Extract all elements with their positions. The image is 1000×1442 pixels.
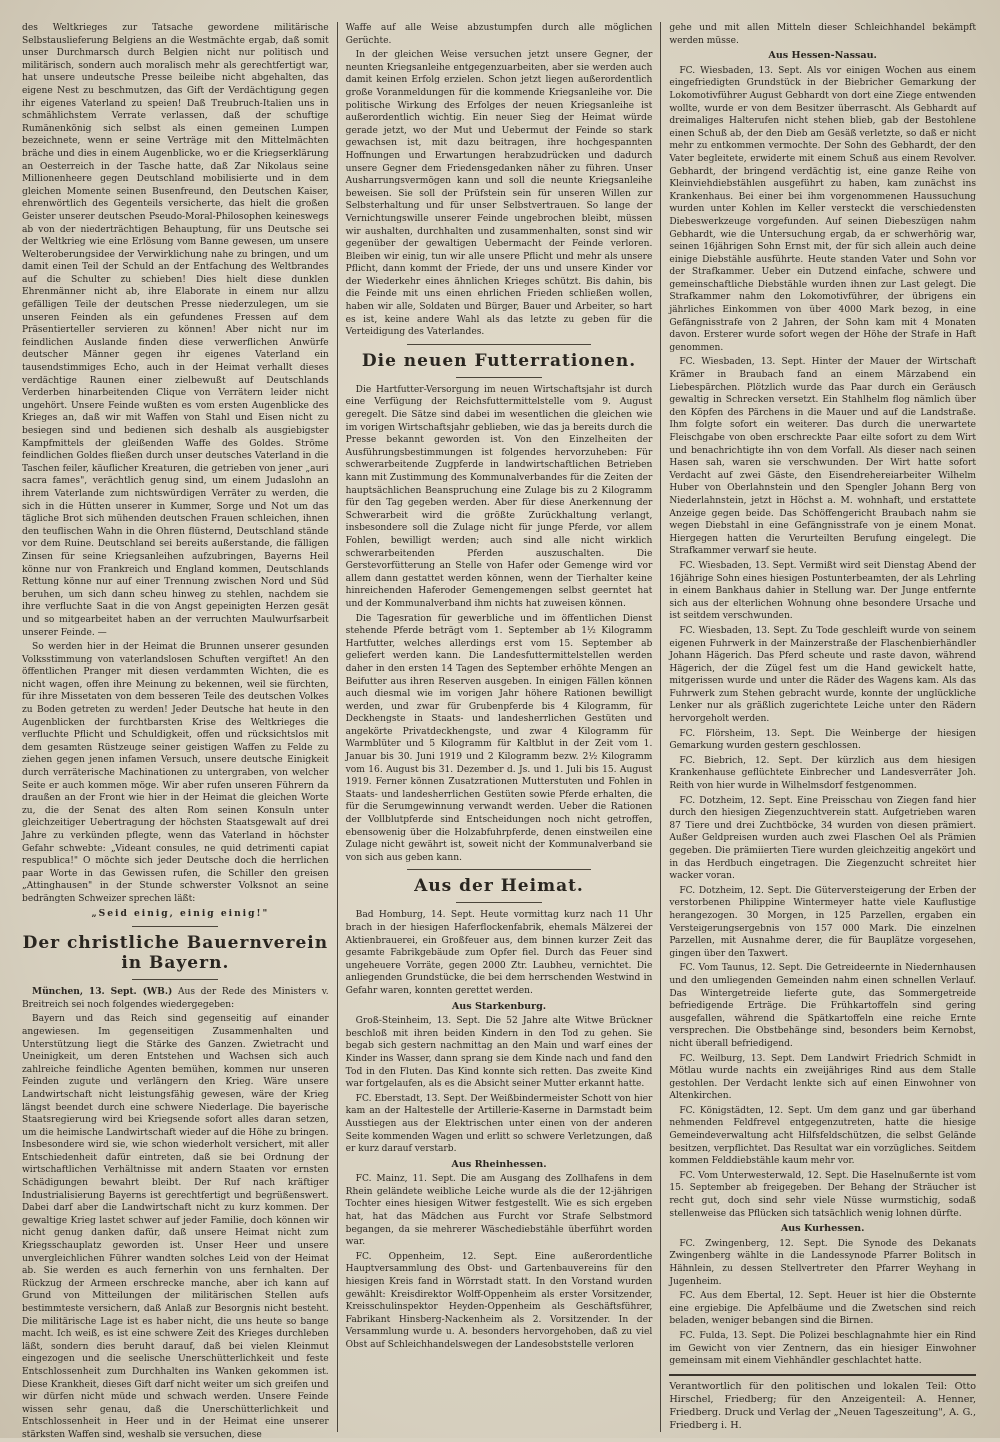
news-item: FC. Wiesbaden, 13. Sept. Als vor einigen Wochen aus einem eingefriedigten Grundstück in der Biebricher Gemarkung der Lokomotivführer August Gebhardt von dort eine Ziege entwenden wollte, wurde er von dem Besitzer überrascht. Als Gebhardt auf dreimaliges Halterufen nicht stehen blieb, gab der Bestohlene einen Schuß ab, der den Dieb am Gesäß verletzte, so daß er nicht mehr zu entkommen vermochte. Der Sohn des Gebhardt, der den Vater begleitete, erwiderte mit einem Schuß aus einem Revolver. Gebhardt, der bringend verdächtig ist, eine ganze Reihe von Kleinviehdiebstählen ausgeführt zu haben, kam zunächst ins Krankenhaus. Bei einer bei ihm vorgenommenen Haussuchung wurden unter Kohlen im Keller versteckt die verschiedensten Diebeswerkzeuge vorgefunden. Auf seinen Diebeszügen nahm Gebhardt, wie die Untersuchung ergab, da er schwerhörig war, seinen 16jährigen Sohn Ernst mit, der für sich allein auch deine einige Diebstähle ausführte. Heute standen Vater und Sohn vor der Strafkammer. Ueber ein Dutzend einfache, schwere und gemeinschaftliche Diebstähle wurden ihnen zur Last gelegt. Die Strafkammer nahm den Lokomotivführer, der übrigens ein jährliches Einkommen von über 4000 Mark bezog, in eine Gefängnisstrafe von 2 Jahren, der Sohn kam mit 4 Monaten davon. Ersterer wurde sofort wegen der Höhe der Strafe in Haft genommen.	[669, 65, 976, 353]
news-item: FC. Fulda, 13. Sept. Die Polizei beschlagnahmte hier ein Rind im Gewicht von vier Zentnern, das ein hiesiger Einwohner gemeinsam mit einem Viehhändler geschlachtet hatte.	[669, 1330, 976, 1367]
separator	[132, 979, 218, 980]
article-text: des Weltkrieges zur Tatsache gewordene militärische Selbstauslieferung Belgiens an die Westmächte ergab, daß somit unser Durchmarsch durch Belgien nicht nur politisch und militärisch, sondern auch moralisch mehr als gerechtfertigt war, hat unsere undeutsche Presse beileibe nicht abgehalten, das eigene Nest zu beschmutzen, das Gift der Verdächtigung gegen ihr eigenes Vaterland zu speien! Daß Treubruch-Italien uns in schmählichstem Verrate verlassen, daß der schuftige Rumänenkönig sich selbst als einen gemeinen Lumpen bezeichnete, wenn er seine Verträge mit den Mittelmächten bräche und dies in einem Augenblicke, wo er die Kriegserklärung an Oesterreich in der Tasche hatte, daß Zar Nikolaus seine Millionenheere gegen Deutschland mobilisierte und in dem gleichen Momente seinen Busenfreund, den Deutschen Kaiser, ehrenwörtlich des Gegenteils versicherte, das hielt die großen Geister unserer deutschen Pseudo-Moral-Philosophen keineswegs ab von der niederträchtigen Behauptung, für uns Deutsche sei der Weltkrieg wie eine Erlösung vom Banne gewesen, um unsere Welteroberungsidee der Verwirklichung nahe zu bringen, und um damit einen Teil der Schuld an der Entfachung des Weltbrandes auf die Schulter zu schieben! Dies hielt diese dunklen Ehrenmänner nicht ab, ihre Elaborate in einem nur allzu gefälligen Teile der deutschen Presse niederzulegen, um sie unseren Feinden als ein gefundenes Fressen auf dem Präsentierteller servieren zu können! Aber nicht nur im feindlichen Auslande finden diese verwerflichen Anwürfe deutscher Männer gegen ihr eigenes Vaterland ein tausendstimmiges Echo, auch in der Heimat verhallt dieses verdächtige Raunen einer zielbewußt auf Deutschlands Verderben hinarbeitenden Clique von Verrätern leider nicht ungehört. Unsere Feinde wußten es vom ersten Augenblicke des Krieges an, daß wir mit Waffen von Stahl und Eisen nicht zu besiegen sind und bedienen sich deshalb als ausgiebigster Kampfmittels der gleißenden Waffe des Goldes. Ströme feindlichen Goldes fließen durch unser deutsches Vaterland in die Taschen feiler, käuflicher Kreaturen, die getrieben von jener „auri sacra fames", verächtlich genug sind, um einem Judaslohn an ihrem Vaterlande zum nichtswürdigen Verräter zu werden, die sich in die Hütten unserer in Kummer, Sorge und Not um das tägliche Brot sich mühenden deutschen Frauen schleichen, ihnen den teuflischen Wahn in die Ohren flüsternd, Deutschland stände vor dem Ruine. Deutschland sei bereits außerstande, die fälligen Zinsen für seine Kriegsanleihen aufzubringen, Bayerns Heil könne nur von Frankreich und England kommen, Deutschlands Rettung könne nur auf einer Trennung zwischen Nord und Süd beruhen, um sich dann scheu hinweg zu stehlen, nachdem sie ihre verfluchte Saat in die von Angst gepeinigten Herzen gesät und so mitgearbeitet haben an der verruchten Maulwurfsarbeit unserer Feinde. —	[22, 23, 329, 638]
news-item: FC. Königstädten, 12. Sept. Um dem ganz und gar überhand nehmenden Feldfrevel entgegenzutreten, hatte die hiesige Gemeindeverwaltung acht Hilfsfeldschützen, die selbst Gelände besitzen, verpflichtet. Das Resultat war ein vorzügliches. Seitdem kommen Felddiebstähle kaum mehr vor.	[669, 1105, 976, 1167]
news-item: FC. Wiesbaden, 13. Sept. Hinter der Mauer der Wirtschaft Krämer in Braubach fand an einem Märzabend ein Liebespärchen. Plötzlich wurde das Paar durch ein Geräusch gewaltig in Schrecken versetzt. Ein Stahlhelm flog nämlich über den Köpfen des Pärchens in die Mauer und auf die Landstraße. Ihm folgte sofort ein weiterer. Das durch die unerwartete Fleischgabe von oben erschreckte Paar eilte sofort zu dem Wirt und benachrichtigte ihn von dem Vorfall. Als dieser nach seinen Hasen sah, waren sie verschwunden. Der Wirt hatte sofort Verdacht auf zwei Gäste, den Eisendrehereiarbeiter Wilhelm Huber von Oberlahnstein und den Spengler Johann Berg von Niederlahnstein, jetzt in Höchst a. M. wohnhaft, und erstattete Anzeige gegen beide. Das Schöffengericht Braubach nahm sie wegen Diebstahl in eine Gefängnisstrafe von je einem Monat. Hiergegen hatten die Verurteilten Berufung eingelegt. Die Strafkammer verwarf sie heute.	[669, 357, 976, 557]
article-heading: Die neuen Futterrationen.	[361, 350, 637, 371]
article-text: So werden hier in der Heimat die Brunnen unserer gesunden Volksstimmung von vaterlandslosen Schuften vergiftet! An den öffentlichen Pranger mit diesen verdammten Wichten, die es nicht wagen, offen ihre Meinung zu bekennen, weil sie fürchten, für ihre Missetaten von dem besseren Teile des deutschen Volkes zu Boden getreten zu werden! Jeder Deutsche hat heute in den Augenblicken der furchtbarsten Krise des Weltkrieges die verfluchte Pflicht und Schuldigkeit, offen und rücksichtslos mit dem gesamten Rüstzeuge seiner geistigen Waffen zu Felde zu ziehen gegen jenen infamen Versuch, unsere deutsche Einigkeit durch verräterische Machinationen zu untergraben, von welcher Seite er auch kommen möge. Wir aber rufen unseren Führern da draußen an der Front wie hier in der Heimat die gleichen Worte zu, die der Senat des alten Rom seinen Konsuln unter gleichzeitiger Uebertragung der höchsten Staatsgewalt auf drei Jahre zu verkünden pflegte, wenn das Vaterland in höchster Gefahr schwebte: „Videant consules, ne quid detrimenti capiat respublica!" O möchte sich jeder Deutsche doch die herrlichen paar Worte in das Gewissen rufen, die Schiller den greisen „Attinghausen" in der Stunde schwerster Volksnot an seine bedrängten Schweizer sprechen läßt:	[22, 642, 329, 904]
article-text: Die Tagesration für gewerbliche und im öffentlichen Dienst stehende Pferde beträgt vom 1. September ab 1½ Kilogramm Hartfutter, welches allerdings erst vom 15. September ab geliefert werden kann. Die Landesfuttermittelstellen werden daher in den ersten 14 Tagen des September erhöhte Mengen an Beifutter aus ihren Reserven ausgeben. In einigen Fällen können auch diesmal wie im vorigen Jahr höhere Rationen bewilligt werden, und zwar für Grubenpferde bis 4 Kilogramm, für Deckhengste in Staats- und landesherrlichen Gestüten und angekörte Privatdeckhengste, und zwar 4 Kilogramm für Warmblüter und 5 Kilogramm für Kaltblut in der Zeit vom 1. Januar bis 30. Juni 1919 und 2 Kilogramm bezw. 2½ Kilogramm vom 16. August bis 31. Dezember d. Js. und 1. Juli bis 15. August 1919. Ferner können Zusatzrationen Mutterstuten und Fohlen in Staats- und landesherrlichen Gestüten sowie Pferde erhalten, die für die Serumgewinnung verwandt werden. Ueber die Rationen der Vollblutpferde sind Entscheidungen noch nicht getroffen, ebensowenig über die Holzabfuhrpferde, denen einstweilen eine Zulage nicht gewährt ist, soweit nicht der Kommunalverband sie von sich aus geben kann.	[345, 613, 653, 863]
region-heading: Aus Kurhessen.	[780, 1223, 865, 1235]
column-rule	[660, 22, 661, 1432]
news-item: gehe und mit allen Mitteln dieser Schleichhandel bekämpft werden müsse.	[669, 23, 976, 46]
news-item: FC. Mainz, 11. Sept. Die am Ausgang des Zollhafens in dem Rhein geländete weibliche Leiche wurde als die der 12-jährigen Tochter eines hiesigen Witwer festgestellt. Wie es sich ergeben hat, hat das Mädchen aus Furcht vor Strafe Selbstmord begangen, da sie mehrerer Wäschediebstähle überführt worden war.	[345, 1174, 653, 1248]
separator	[132, 926, 218, 927]
news-item: Bad Homburg, 14. Sept. Heute vormittag kurz nach 11 Uhr brach in der hiesigen Haferflockenfabrik, ehemals Mälzerei der Aktienbrauerei, ein Großfeuer aus, dem binnen kurzer Zeit das gesamte Fabrikgebäude zum Opfer fiel. Durch das Feuer sind ungeheuere Vorräte, gegen 2000 Ztr. Laubheu, vernichtet. Die anliegenden Grundstücke, die bei dem herrschenden Westwind in Gefahr waren, konnten gerettet werden.	[345, 910, 653, 996]
column-rule	[337, 22, 338, 1432]
article-heading: Der christliche Bauernverein in Bayern.	[22, 933, 329, 974]
separator	[456, 902, 542, 903]
article-text: Die Hartfutter-Versorgung im neuen Wirtschaftsjahr ist durch eine Verfügung der Reichsfuttermittelstelle vom 9. August geregelt. Die Sätze sind dabei im wesentlichen die gleichen wie im vorigen Wirtschaftsjahr geblieben, wie das ja bereits durch die Presse bekannt geworden ist. Von den Einzelheiten der Ausführungsbestimmungen ist folgendes hervorzuheben: Für schwerarbeitende Zugpferde in landwirtschaftlichen Betrieben kann mit Zustimmung des Kommunalverbandes für die Zeiten der hauptsächlichen Beanspruchung eine Zulage bis zu 2 Kilogramm für den Tag gegeben werden. Aber für diese Anerkennung der Schwerarbeit wird die größte Zurückhaltung verlangt, insbesondere soll die Zulage nicht für junge Pferde, vor allem Fohlen, bewilligt werden; auch sind alle nicht wirklich schwerarbeitenden Pferden auszuschalten. Die Gerstevorfütterung an Stelle von Hafer oder Gemenge wird vor allem dann gestattet werden können, wenn der Tierhalter keine hinreichenden Haferoder Gemengemengen selbst geerntet hat und der Kommunalverband ihm nichts hat zuweisen können.	[345, 384, 653, 609]
section-heading: Aus der Heimat.	[414, 876, 584, 897]
column-2	[346, 22, 653, 1432]
news-item: FC. Weilburg, 13. Sept. Dem Landwirt Friedrich Schmidt in Mötlau wurde nachts ein zweijähriges Rind aus dem Stalle gestohlen. Der Verdacht lenkte sich auf einen Einwohner von Altenkirchen.	[669, 1053, 976, 1102]
article-text: In der gleichen Weise versuchen jetzt unsere Gegner, der neunten Kriegsanleihe entgegenzuarbeiten, aber sie werden auch damit keinen Erfolg erzielen. Schon jetzt liegen außerordentlich große Voranmeldungen für die kommende Kriegsanleihe vor. Die politische Wirkung des Erfolges der neuen Kriegsanleihe ist außerordentlich wichtig. Ein neuer Sieg der Heimat würde gerade jetzt, wo der Mut und Uebermut der Feinde so stark gewachsen ist, mit dazu beitragen, ihre hochgespannten Hoffnungen und Erwartungen herabzudrücken und dadurch unsere Gegner dem Friedensgedanken näher zu führen. Unser Ausharrungsvermögen kann und soll die neunte Kriegsanleihe beweisen. Sie soll der Prüfstein sein für unseren Willen zur Selbsterhaltung und für unser Selbstvertrauen. So lange der Vernichtungswille unserer Feinde ungebrochen bleibt, müssen wir aushalten, durchhalten und zusammenhalten, sonst sind wir gegenüber der gewaltigen Uebermacht der Feinde verloren. Bleiben wir einig, tun wir alle unsere Pflicht und mehr als unsere Pflicht, dann kommt der Friede, der uns und unsere Kinder vor der Wiederkehr eines ähnlichen Krieges schützt. Bis dahin, bis die Feinde mit uns einen ehrlichen Frieden schließen wollen, haben wir alle, Soldaten und Bürger, Bauer und Arbeiter, so hart es ist, keine andere Wahl als das letzte zu geben für die Verteidigung des Vaterlandes.	[345, 50, 653, 338]
article-text: Waffe auf alle Weise abzustumpfen durch alle möglichen Gerüchte.	[345, 23, 653, 46]
article-text: Aus der Rede des Ministers v. Breitreich sei noch folgendes wiedergegeben:	[22, 987, 329, 1010]
dateline: München, 13. Sept. (WB.)	[32, 986, 173, 998]
article-text: Bayern und das Reich sind gegenseitig auf einander angewiesen. Im gegenseitigen Zusammenhalten und Unterstützung liegt die Stärke des Ganzen. Zwietracht und Uneinigkeit, um deren Entstehen und Wachsen sich auch zahlreiche feindliche Agenten bemühen, kommen nur unseren Feinden zugute und verlängern den Krieg. Wäre unsere Landwirtschaft nicht leistungsfähig gewesen, wäre der Krieg längst beendet durch eine schwere Niederlage. Die bayerische Staatsregierung wird bei Kriegsende sofort alles daran setzen, um die heimische Landwirtschaft wieder auf die Höhe zu bringen. Insbesondere wird sie, wie schon wiederholt versichert, mit aller Entschiedenheit dafür eintreten, daß sie bei Ordnung der wirtschaftlichen Verhältnisse mit andern Staaten vor ernsten Schädigungen bewahrt bleibt. Der Ruf nach kräftiger Industrialisierung Bayerns ist gerechtfertigt und begrüßenswert. Dabei darf aber die Landwirtschaft nicht zu kurz kommen. Der gewaltige Krieg lastet schwer auf jeder Familie, doch können wir nicht genug danken dafür, daß unsere Heimat nicht zum Kriegsschauplatz geworden ist. Unser Heer und unsere unvergleichlichen Führer wandten solches Leid von der Heimat ab. Sie werden es auch fernerhin von uns fernhalten. Der Rückzug der Armeen erschrecke manche, aber ich kann auf Grund von Mitteilungen der militärischen Stellen aufs bestimmteste versichern, daß Anlaß zur Besorgnis nicht besteht. Die militärische Lage ist es haber nicht, die uns heute so bange macht. Ich weiß, es ist eine schwere Zeit des Krieges durchleben läßt, sondern dies beruht darauf, daß bei vielen Kleinmut eingezogen und die seelische Unerschütterlichkeit und feste Entschlossenheit zum Durchhalten ins Wanken gekommen ist. Diese Krankheit, dieses Gift darf nicht weiter um sich greifen und wir dürfen nicht müde und schwach werden. Unsere Feinde wissen sehr genau, daß die Unerschütterlichkeit und Entschlossenheit in Heer und in der Heimat eine unserer stärksten Waffen sind, weshalb sie versuchen, diese	[22, 1014, 329, 1440]
news-item: FC. Dotzheim, 12. Sept. Eine Preisschau von Ziegen fand hier durch den hiesigen Ziegenzuchtverein statt. Aufgetrieben waren 87 Tiere und drei Zuchtböcke, 34 wurden von diesen prämiert. Außer Geldpreisen wurden auch zwei Flaschen Oel als Prämien gegeben. Die prämiierten Tiere wurden gleichzeitig angekört und in das Herdbuch eingetragen. Die Ziegenzucht schreitet hier wacker voran.	[669, 795, 976, 882]
separator	[456, 377, 542, 378]
news-item: FC. Oppenheim, 12. Sept. Eine außerordentliche Hauptversammlung des Obst- und Gartenbauvereins für den hiesigen Kreis fand in Wörrstadt statt. In den Vorstand wurden gewählt: Kreisdirektor Wolff-Oppenheim als erster Vorsitzender, Kreisschulinspektor Heyden-Oppenheim als Geschäftsführer, Fabrikant Hinsberg-Nackenheim als 2. Vorsitzender. In der Versammlung wurde u. A. besonders hervorgehoben, daß zu viel Obst auf Schleichhandelswegen der Landesobststelle verloren	[345, 1251, 653, 1350]
region-heading: Aus Starkenburg.	[451, 1000, 547, 1012]
quote: „Seid einig, einig einig!"	[91, 907, 270, 919]
columns	[22, 22, 976, 1440]
news-item: FC. Vom Unterwesterwald, 12. Sept. Die Haselnußernte ist vom 15. September ab freigegeben. Der Behang der Sträucher ist recht gut, doch sind sehr viele Nüsse wurmstichig, sodaß stellenweise das Pflücken sich tatsächlich wenig lohnen dürfte.	[669, 1170, 976, 1219]
news-item: FC. Vom Taunus, 12. Sept. Die Getreideernte in Niedernhausen und den umliegenden Gemeinden nahm einen schnellen Verlauf. Das Wintergetreide lieferte gute, das Sommergetreide befriedigende Erträge. Die Frühkartoffeln sind gering ausgefallen, während die Spätkartoffeln eine reiche Ernte versprechen. Die Obstbehänge sind, besonders beim Kernobst, nicht überall befriedigend.	[669, 963, 976, 1049]
separator	[407, 869, 591, 870]
news-item: FC. Aus dem Ebertal, 12. Sept. Heuer ist hier die Obsternte eine ergiebige. Die Apfelbäume und die Zwetschen sind reich beladen, weniger bebangen sind die Birnen.	[669, 1291, 976, 1327]
news-item: FC. Zwingenberg, 12. Sept. Die Synode des Dekanats Zwingenberg wählte in die Landessynode Pfarrer Bolitsch in Hähnlein, zu dessen Stellvertreter den Pfarrer Weyhang in Jugenheim.	[669, 1238, 976, 1287]
column-3	[669, 22, 976, 1432]
news-item: FC. Wiesbaden, 13. Sept. Vermißt wird seit Dienstag Abend der 16jährige Sohn eines hiesigen Postunterbeamten, der als Lehrling in einem Bankhaus dahier in Stellung war. Der Junge entfernte sich aus der elterlichen Wohnung ohne besondere Ursache und ist seitdem verschwunden.	[669, 560, 976, 622]
region-heading: Aus Hessen-Nassau.	[768, 50, 877, 62]
news-item: FC. Eberstadt, 13. Sept. Der Weißbindermeister Schott von hier kam an der Haltestelle der Artillerie-Kaserne in Darmstadt beim Ausstiegen aus der Elektrischen unter einen von der anderen Seite kommenden Wagen und erlitt so schwere Verletzungen, daß er kurz darauf verstarb.	[345, 1093, 653, 1155]
news-item: FC. Flörsheim, 13. Sept. Die Weinberge der hiesigen Gemarkung wurden gestern geschlossen.	[669, 728, 976, 752]
column-1	[22, 22, 329, 1440]
news-item: FC. Biebrich, 12. Sept. Der kürzlich aus dem hiesigen Krankenhause geflüchtete Einbrecher und Landesverräter Joh. Reith von hier wurde in Wilhelmsdorf festgenommen.	[669, 755, 976, 792]
region-heading: Aus Rheinhessen.	[451, 1158, 547, 1170]
news-item: FC. Wiesbaden, 13. Sept. Zu Tode geschleift wurde von seinem eigenen Fuhrwerk in der Mainzerstraße der Flaschenbierhändler Johann Hägerich. Das Pferd scheute und raste davon, während Hägerich, der die Zügel fest um die Hand gewickelt hatte, mitgerissen wurde und unter die Räder des Wagens kam. Als das Fuhrwerk zum Stehen gebracht wurde, konnte der unglückliche Lenker nur als gräßlich zugerichtete Leiche unter den Rädern hervorgeholt werden.	[669, 625, 976, 725]
news-item: FC. Dotzheim, 12. Sept. Die Güterversteigerung der Erben der verstorbenen Philippine Wintermeyer hatte viele Kauflustige herangezogen. 30 Morgen, in 125 Parzellen, ergaben ein Versteigerungsergebnis von 157 000 Mark. Die einzelnen Parzellen, mit Ausnahme derer, die für Bauplätze vorgesehen, gingen über den Taxwert.	[669, 885, 976, 959]
imprint: Verantwortlich für den politischen und lokalen Teil: Otto Hirschel, Friedberg; für den Anzeigenteil: A. Henner, Friedberg. Druck und Verlag der „Neuen Tageszeitung", A. G., Friedberg i. H.	[669, 1374, 976, 1432]
news-item: Groß-Steinheim, 13. Sept. Die 52 Jahre alte Witwe Brückner beschloß mit ihren beiden Kindern in den Tod zu gehen. Sie begab sich gestern nachmittag an den Main und warf eines der Kinder ins Wasser, dann sprang sie dem Kinde nach und fand den Tod in den Fluten. Das Kind konnte sich retten. Das zweite Kind war fortgelaufen, als es die Absicht seiner Mutter erkannt hatte.	[345, 1016, 653, 1090]
separator	[407, 344, 591, 345]
